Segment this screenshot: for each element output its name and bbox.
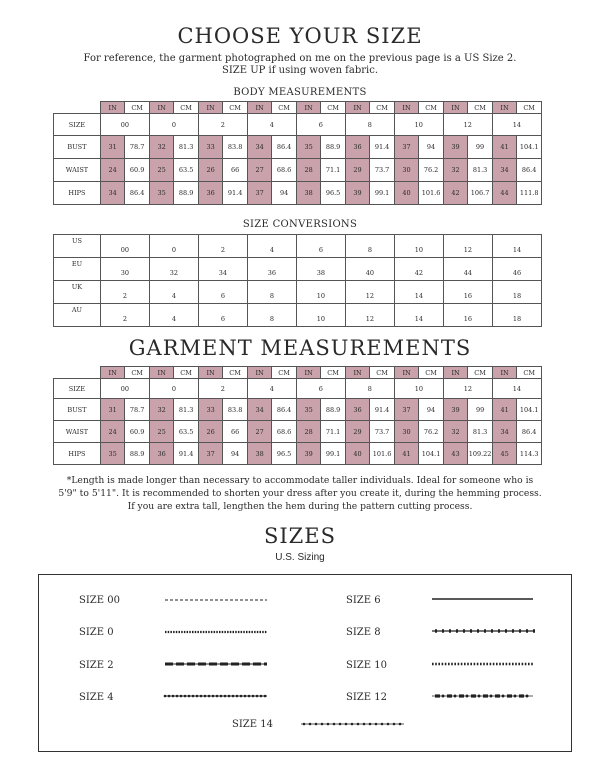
row-label-size: SIZE	[54, 379, 101, 399]
unit-in-header: IN	[345, 102, 369, 114]
legend-line-size-4	[164, 695, 267, 698]
unit-cm-header: CM	[517, 367, 542, 379]
unit-in-header: IN	[100, 367, 124, 379]
size-value: 6	[296, 379, 345, 399]
conversion-value: 40	[345, 258, 394, 281]
cm-value: 91.4	[174, 443, 199, 465]
conversion-value: 44	[443, 258, 492, 281]
inch-value: 24	[100, 159, 124, 182]
inch-value: 39	[345, 182, 369, 205]
legend-line-size-12	[432, 695, 533, 698]
inch-value: 37	[247, 182, 271, 205]
inch-value: 32	[149, 399, 173, 421]
table-row	[54, 136, 542, 159]
conversion-value: 12	[443, 235, 492, 258]
cm-value: 94	[419, 136, 444, 159]
inch-value: 31	[100, 399, 124, 421]
unit-in-header: IN	[149, 102, 173, 114]
corner-cell	[54, 367, 101, 379]
size-value: 4	[247, 379, 296, 399]
conversion-value: 12	[345, 281, 394, 304]
row-label-au: AU	[54, 304, 101, 327]
cm-value: 73.7	[370, 159, 395, 182]
unit-cm-header: CM	[321, 367, 346, 379]
inch-value: 39	[296, 443, 320, 465]
inch-value: 45	[492, 443, 516, 465]
conversion-value: 36	[247, 258, 296, 281]
conversion-row	[54, 281, 542, 304]
unit-cm-header: CM	[223, 367, 248, 379]
conversion-value: 8	[247, 304, 296, 327]
size-conversions-title: SIZE CONVERSIONS	[242, 219, 358, 230]
sizes-title: SIZES	[264, 524, 336, 548]
size-value: 12	[443, 114, 492, 136]
cm-value: 88.9	[174, 182, 199, 205]
row-label-waist: WAIST	[54, 159, 101, 182]
unit-cm-header: CM	[125, 102, 150, 114]
conversion-value: 18	[492, 304, 541, 327]
conversion-value: 10	[394, 235, 443, 258]
unit-cm-header: CM	[468, 102, 493, 114]
row-label-waist: WAIST	[54, 421, 101, 443]
conversion-value: 0	[149, 235, 198, 258]
size-value: 2	[198, 379, 247, 399]
conversion-value: 2	[198, 235, 247, 258]
conversion-value: 34	[198, 258, 247, 281]
cm-value: 78.7	[125, 136, 150, 159]
size-value: 6	[296, 114, 345, 136]
inch-value: 24	[100, 421, 124, 443]
conversion-value: 10	[296, 281, 345, 304]
cm-value: 111.8	[517, 182, 542, 205]
conversion-value: 14	[394, 304, 443, 327]
length-note-line-3: If you are extra tall, lengthen the hem during the pattern cutting process.	[127, 501, 473, 512]
unit-cm-header: CM	[272, 102, 297, 114]
legend-label-size-4: SIZE 4	[79, 692, 114, 703]
inch-value: 38	[296, 182, 320, 205]
inch-value: 34	[247, 136, 271, 159]
inch-value: 36	[345, 399, 369, 421]
inch-value: 36	[149, 443, 173, 465]
inch-value: 33	[198, 399, 222, 421]
legend-label-size-2: SIZE 2	[79, 660, 114, 671]
table-row	[54, 182, 542, 205]
conversion-value: 00	[100, 235, 149, 258]
cm-value: 86.4	[272, 399, 297, 421]
legend-label-size-00: SIZE 00	[79, 595, 120, 606]
unit-cm-header: CM	[223, 102, 248, 114]
cm-value: 76.2	[419, 159, 444, 182]
unit-in-header: IN	[198, 102, 222, 114]
unit-in-header: IN	[492, 102, 516, 114]
legend-label-size-10: SIZE 10	[346, 660, 387, 671]
size-value: 14	[492, 379, 541, 399]
row-label-us: US	[54, 235, 101, 258]
cm-value: 88.9	[125, 443, 150, 465]
inch-value: 41	[492, 399, 516, 421]
cm-value: 104.1	[517, 136, 542, 159]
cm-value: 71.1	[321, 159, 346, 182]
conversion-value: 2	[100, 304, 149, 327]
inch-value: 37	[394, 136, 418, 159]
cm-value: 109.22	[468, 443, 493, 465]
size-value: 00	[100, 114, 149, 136]
inch-value: 28	[296, 159, 320, 182]
unit-cm-header: CM	[419, 367, 444, 379]
unit-in-header: IN	[198, 367, 222, 379]
legend-label-size-8: SIZE 8	[346, 627, 381, 638]
cm-value: 86.4	[272, 136, 297, 159]
conversion-value: 14	[394, 281, 443, 304]
table-row	[54, 399, 542, 421]
inch-value: 40	[345, 443, 369, 465]
conversion-value: 16	[443, 304, 492, 327]
unit-in-header: IN	[443, 367, 467, 379]
inch-value: 32	[443, 159, 467, 182]
row-label-uk: UK	[54, 281, 101, 304]
conversion-value: 2	[100, 281, 149, 304]
size-line-legend	[38, 574, 572, 752]
legend-label-size-6: SIZE 6	[346, 595, 381, 606]
cm-value: 81.3	[468, 421, 493, 443]
cm-value: 81.3	[174, 399, 199, 421]
unit-in-header: IN	[149, 367, 173, 379]
unit-cm-header: CM	[419, 102, 444, 114]
unit-in-header: IN	[492, 367, 516, 379]
inch-value: 36	[345, 136, 369, 159]
conversion-value: 14	[492, 235, 541, 258]
conversion-value: 42	[394, 258, 443, 281]
inch-value: 37	[198, 443, 222, 465]
cm-value: 104.1	[419, 443, 444, 465]
intro-size-up-text: SIZE UP if using woven fabric.	[221, 65, 379, 76]
conversion-value: 18	[492, 281, 541, 304]
inch-value: 34	[492, 421, 516, 443]
inch-value: 34	[247, 399, 271, 421]
conversion-value: 4	[247, 235, 296, 258]
cm-value: 88.9	[321, 399, 346, 421]
inch-value: 34	[492, 159, 516, 182]
garment-measurements-table	[53, 366, 542, 465]
table-row	[54, 421, 542, 443]
size-value: 00	[100, 379, 149, 399]
cm-value: 73.7	[370, 421, 395, 443]
cm-value: 99	[468, 136, 493, 159]
inch-value: 40	[394, 182, 418, 205]
cm-value: 81.3	[468, 159, 493, 182]
size-value: 10	[394, 379, 443, 399]
inch-value: 28	[296, 421, 320, 443]
inch-value: 44	[492, 182, 516, 205]
length-note-line-1: *Length is made longer than necessary to accommodate taller individuals. Ideal for someone who is	[66, 475, 534, 486]
conversion-value: 4	[149, 304, 198, 327]
unit-in-header: IN	[247, 367, 271, 379]
unit-cm-header: CM	[174, 102, 199, 114]
unit-header-row	[54, 102, 542, 114]
cm-value: 66	[223, 421, 248, 443]
inch-value: 35	[296, 136, 320, 159]
us-sizing-subtitle: U.S. Sizing	[275, 552, 325, 563]
inch-value: 41	[492, 136, 516, 159]
table-row	[54, 159, 542, 182]
conversion-value: 30	[100, 258, 149, 281]
unit-cm-header: CM	[468, 367, 493, 379]
inch-value: 27	[247, 159, 271, 182]
inch-value: 36	[198, 182, 222, 205]
inch-value: 27	[247, 421, 271, 443]
unit-in-header: IN	[296, 367, 320, 379]
cm-value: 91.4	[223, 182, 248, 205]
size-value: 14	[492, 114, 541, 136]
size-value: 4	[247, 114, 296, 136]
conversion-value: 32	[149, 258, 198, 281]
unit-in-header: IN	[100, 102, 124, 114]
cm-value: 91.4	[370, 136, 395, 159]
row-label-bust: BUST	[54, 136, 101, 159]
unit-cm-header: CM	[517, 102, 542, 114]
unit-in-header: IN	[296, 102, 320, 114]
legend-label-size-0: SIZE 0	[79, 627, 114, 638]
cm-value: 94	[419, 399, 444, 421]
unit-cm-header: CM	[174, 367, 199, 379]
unit-in-header: IN	[394, 367, 418, 379]
conversion-value: 12	[345, 304, 394, 327]
inch-value: 33	[198, 136, 222, 159]
row-label-hips: HIPS	[54, 443, 101, 465]
inch-value: 35	[149, 182, 173, 205]
conversion-value: 8	[345, 235, 394, 258]
size-row	[54, 379, 542, 399]
size-value: 0	[149, 379, 198, 399]
cm-value: 99	[468, 399, 493, 421]
cm-value: 88.9	[321, 136, 346, 159]
conversion-row	[54, 304, 542, 327]
legend-label-size-14: SIZE 14	[232, 719, 273, 730]
cm-value: 86.4	[517, 159, 542, 182]
inch-value: 25	[149, 159, 173, 182]
cm-value: 60.9	[125, 421, 150, 443]
unit-cm-header: CM	[125, 367, 150, 379]
cm-value: 60.9	[125, 159, 150, 182]
inch-value: 31	[100, 136, 124, 159]
cm-value: 106.7	[468, 182, 493, 205]
unit-in-header: IN	[345, 367, 369, 379]
cm-value: 63.5	[174, 421, 199, 443]
inch-value: 26	[198, 159, 222, 182]
cm-value: 94	[272, 182, 297, 205]
conversion-value: 4	[149, 281, 198, 304]
cm-value: 104.1	[517, 399, 542, 421]
inch-value: 32	[443, 421, 467, 443]
cm-value: 83.8	[223, 136, 248, 159]
cm-value: 101.6	[419, 182, 444, 205]
page-title: CHOOSE YOUR SIZE	[177, 24, 423, 48]
size-value: 2	[198, 114, 247, 136]
conversion-value: 46	[492, 258, 541, 281]
conversion-value: 10	[296, 304, 345, 327]
inch-value: 42	[443, 182, 467, 205]
inch-value: 35	[296, 399, 320, 421]
size-value: 8	[345, 114, 394, 136]
cm-value: 86.4	[125, 182, 150, 205]
cm-value: 99.1	[370, 182, 395, 205]
size-conversions-table	[53, 234, 542, 327]
cm-value: 96.5	[272, 443, 297, 465]
cm-value: 83.8	[223, 399, 248, 421]
cm-value: 68.6	[272, 159, 297, 182]
cm-value: 63.5	[174, 159, 199, 182]
unit-cm-header: CM	[272, 367, 297, 379]
cm-value: 101.6	[370, 443, 395, 465]
row-label-bust: BUST	[54, 399, 101, 421]
inch-value: 30	[394, 421, 418, 443]
unit-cm-header: CM	[370, 367, 395, 379]
inch-value: 41	[394, 443, 418, 465]
conversion-value: 6	[198, 281, 247, 304]
cm-value: 76.2	[419, 421, 444, 443]
inch-value: 43	[443, 443, 467, 465]
table-row	[54, 443, 542, 465]
unit-in-header: IN	[443, 102, 467, 114]
cm-value: 99.1	[321, 443, 346, 465]
cm-value: 66	[223, 159, 248, 182]
garment-measurements-title: GARMENT MEASUREMENTS	[128, 336, 472, 360]
size-value: 12	[443, 379, 492, 399]
cm-value: 71.1	[321, 421, 346, 443]
inch-value: 32	[149, 136, 173, 159]
inch-value: 30	[394, 159, 418, 182]
inch-value: 37	[394, 399, 418, 421]
inch-value: 26	[198, 421, 222, 443]
cm-value: 96.5	[321, 182, 346, 205]
intro-reference-text: For reference, the garment photographed on me on the previous page is a US Size 2.	[83, 53, 517, 64]
size-value: 10	[394, 114, 443, 136]
cm-value: 94	[223, 443, 248, 465]
inch-value: 29	[345, 159, 369, 182]
cm-value: 68.6	[272, 421, 297, 443]
row-label-eu: EU	[54, 258, 101, 281]
cm-value: 81.3	[174, 136, 199, 159]
conversion-value: 16	[443, 281, 492, 304]
conversion-value: 38	[296, 258, 345, 281]
unit-cm-header: CM	[370, 102, 395, 114]
unit-in-header: IN	[247, 102, 271, 114]
row-label-hips: HIPS	[54, 182, 101, 205]
length-note-line-2: 5'9" to 5'11". It is recommended to shorten your dress after you create it, during the hemming process.	[58, 488, 542, 499]
unit-header-row	[54, 367, 542, 379]
unit-cm-header: CM	[321, 102, 346, 114]
inch-value: 25	[149, 421, 173, 443]
conversion-row	[54, 258, 542, 281]
cm-value: 91.4	[370, 399, 395, 421]
conversion-value: 6	[296, 235, 345, 258]
conversion-value: 6	[198, 304, 247, 327]
body-measurements-title: BODY MEASUREMENTS	[233, 87, 367, 98]
size-row	[54, 114, 542, 136]
body-measurements-table	[53, 101, 542, 205]
cm-value: 114.3	[517, 443, 542, 465]
cm-value: 86.4	[517, 421, 542, 443]
inch-value: 29	[345, 421, 369, 443]
conversion-value: 8	[247, 281, 296, 304]
size-value: 8	[345, 379, 394, 399]
inch-value: 39	[443, 136, 467, 159]
cm-value: 78.7	[125, 399, 150, 421]
row-label-size: SIZE	[54, 114, 101, 136]
conversion-row	[54, 235, 542, 258]
legend-line-size-14	[301, 723, 404, 726]
inch-value: 38	[247, 443, 271, 465]
legend-label-size-12: SIZE 12	[346, 692, 387, 703]
corner-cell	[54, 102, 101, 114]
inch-value: 35	[100, 443, 124, 465]
size-value: 0	[149, 114, 198, 136]
inch-value: 39	[443, 399, 467, 421]
inch-value: 34	[100, 182, 124, 205]
unit-in-header: IN	[394, 102, 418, 114]
